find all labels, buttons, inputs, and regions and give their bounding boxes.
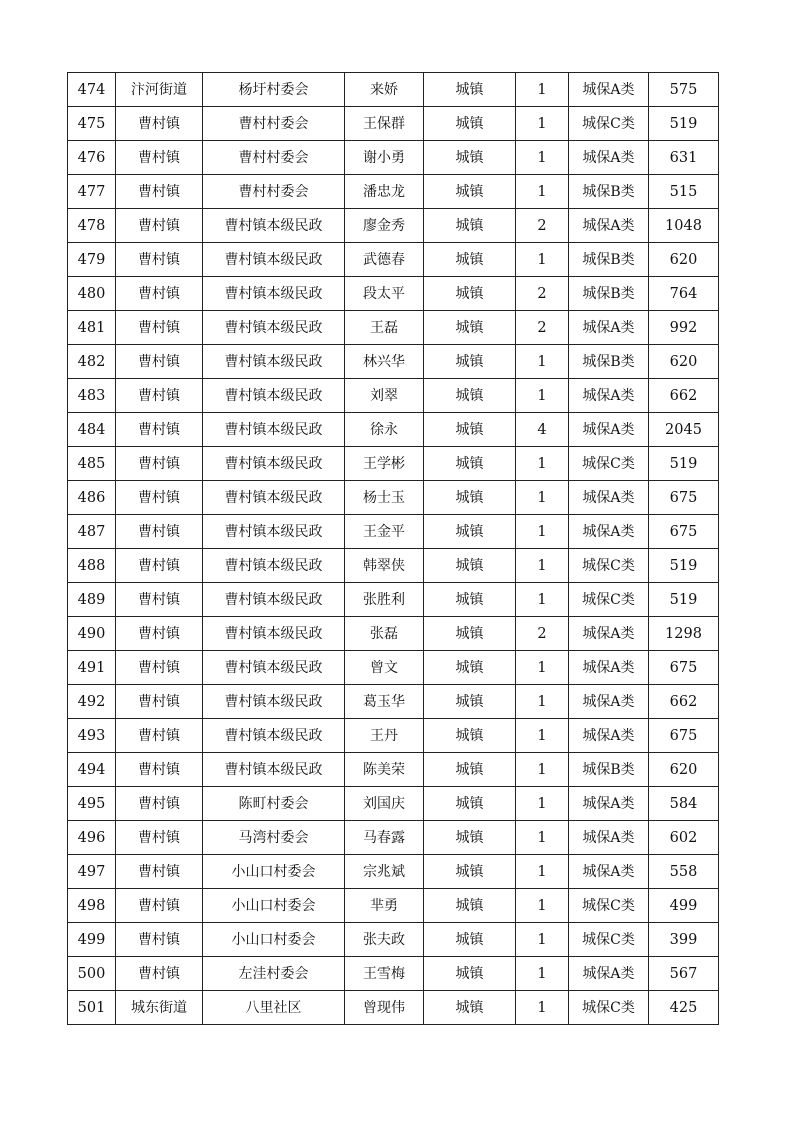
table-row <box>68 787 719 821</box>
benefit-amount: 519 <box>649 447 719 481</box>
area-type: 城镇 <box>424 753 516 787</box>
unit-cell: 曹村镇本级民政 <box>203 753 345 787</box>
recipient-name: 王丹 <box>345 719 424 753</box>
row-number: 475 <box>68 107 116 141</box>
unit-cell: 曹村镇本级民政 <box>203 617 345 651</box>
benefit-amount: 602 <box>649 821 719 855</box>
table-row <box>68 923 719 957</box>
benefit-category: 城保A类 <box>569 787 649 821</box>
benefit-category: 城保C类 <box>569 889 649 923</box>
row-number: 492 <box>68 685 116 719</box>
benefit-category: 城保A类 <box>569 515 649 549</box>
table-row <box>68 617 719 651</box>
benefit-category: 城保A类 <box>569 379 649 413</box>
household-persons: 1 <box>516 583 569 617</box>
unit-cell: 曹村村委会 <box>203 141 345 175</box>
district-cell: 曹村镇 <box>116 549 203 583</box>
district-cell: 曹村镇 <box>116 141 203 175</box>
benefit-amount: 575 <box>649 73 719 107</box>
recipient-name: 陈美荣 <box>345 753 424 787</box>
row-number: 482 <box>68 345 116 379</box>
district-cell: 曹村镇 <box>116 583 203 617</box>
area-type: 城镇 <box>424 73 516 107</box>
table-row <box>68 515 719 549</box>
benefit-amount: 519 <box>649 107 719 141</box>
household-persons: 1 <box>516 515 569 549</box>
benefit-amount: 519 <box>649 583 719 617</box>
benefit-amount: 499 <box>649 889 719 923</box>
unit-cell: 小山口村委会 <box>203 855 345 889</box>
area-type: 城镇 <box>424 515 516 549</box>
benefit-category: 城保A类 <box>569 141 649 175</box>
household-persons: 1 <box>516 923 569 957</box>
unit-cell: 小山口村委会 <box>203 889 345 923</box>
unit-cell: 左洼村委会 <box>203 957 345 991</box>
benefit-amount: 662 <box>649 685 719 719</box>
area-type: 城镇 <box>424 549 516 583</box>
unit-cell: 曹村镇本级民政 <box>203 719 345 753</box>
benefit-category: 城保C类 <box>569 549 649 583</box>
area-type: 城镇 <box>424 889 516 923</box>
recipient-name: 林兴华 <box>345 345 424 379</box>
unit-cell: 曹村村委会 <box>203 175 345 209</box>
benefit-amount: 620 <box>649 345 719 379</box>
area-type: 城镇 <box>424 277 516 311</box>
household-persons: 2 <box>516 209 569 243</box>
table-row <box>68 855 719 889</box>
row-number: 480 <box>68 277 116 311</box>
recipient-name: 王金平 <box>345 515 424 549</box>
benefit-amount: 620 <box>649 243 719 277</box>
district-cell: 曹村镇 <box>116 413 203 447</box>
benefit-category: 城保B类 <box>569 345 649 379</box>
row-number: 498 <box>68 889 116 923</box>
area-type: 城镇 <box>424 719 516 753</box>
benefit-category: 城保C类 <box>569 923 649 957</box>
household-persons: 1 <box>516 821 569 855</box>
row-number: 493 <box>68 719 116 753</box>
area-type: 城镇 <box>424 413 516 447</box>
table-row <box>68 379 719 413</box>
recipient-name: 谢小勇 <box>345 141 424 175</box>
roster-body <box>68 73 719 1025</box>
recipient-name: 刘国庆 <box>345 787 424 821</box>
row-number: 489 <box>68 583 116 617</box>
recipient-name: 曾文 <box>345 651 424 685</box>
unit-cell: 曹村镇本级民政 <box>203 209 345 243</box>
area-type: 城镇 <box>424 957 516 991</box>
area-type: 城镇 <box>424 209 516 243</box>
benefit-amount: 567 <box>649 957 719 991</box>
benefit-category: 城保A类 <box>569 719 649 753</box>
recipient-name: 来娇 <box>345 73 424 107</box>
household-persons: 2 <box>516 311 569 345</box>
household-persons: 1 <box>516 141 569 175</box>
benefit-amount: 675 <box>649 719 719 753</box>
district-cell: 曹村镇 <box>116 787 203 821</box>
benefit-amount: 675 <box>649 515 719 549</box>
table-row <box>68 175 719 209</box>
recipient-name: 王雪梅 <box>345 957 424 991</box>
row-number: 488 <box>68 549 116 583</box>
recipient-name: 芈勇 <box>345 889 424 923</box>
unit-cell: 曹村镇本级民政 <box>203 379 345 413</box>
unit-cell: 杨圩村委会 <box>203 73 345 107</box>
table-row <box>68 277 719 311</box>
benefit-category: 城保B类 <box>569 753 649 787</box>
table-row <box>68 753 719 787</box>
row-number: 484 <box>68 413 116 447</box>
area-type: 城镇 <box>424 141 516 175</box>
row-number: 490 <box>68 617 116 651</box>
recipient-name: 廖金秀 <box>345 209 424 243</box>
unit-cell: 曹村镇本级民政 <box>203 277 345 311</box>
table-row <box>68 73 719 107</box>
household-persons: 1 <box>516 73 569 107</box>
district-cell: 曹村镇 <box>116 481 203 515</box>
district-cell: 城东街道 <box>116 991 203 1025</box>
table-row <box>68 651 719 685</box>
benefit-category: 城保C类 <box>569 447 649 481</box>
benefit-category: 城保C类 <box>569 583 649 617</box>
row-number: 497 <box>68 855 116 889</box>
subsidy-roster-table <box>67 72 719 1025</box>
row-number: 501 <box>68 991 116 1025</box>
area-type: 城镇 <box>424 481 516 515</box>
row-number: 476 <box>68 141 116 175</box>
district-cell: 曹村镇 <box>116 889 203 923</box>
benefit-category: 城保A类 <box>569 413 649 447</box>
benefit-category: 城保A类 <box>569 311 649 345</box>
benefit-amount: 515 <box>649 175 719 209</box>
district-cell: 曹村镇 <box>116 821 203 855</box>
unit-cell: 曹村镇本级民政 <box>203 685 345 719</box>
benefit-category: 城保C类 <box>569 107 649 141</box>
benefit-category: 城保A类 <box>569 481 649 515</box>
table-row <box>68 243 719 277</box>
household-persons: 4 <box>516 413 569 447</box>
unit-cell: 马湾村委会 <box>203 821 345 855</box>
district-cell: 汴河街道 <box>116 73 203 107</box>
row-number: 499 <box>68 923 116 957</box>
household-persons: 2 <box>516 617 569 651</box>
recipient-name: 王学彬 <box>345 447 424 481</box>
row-number: 483 <box>68 379 116 413</box>
recipient-name: 张磊 <box>345 617 424 651</box>
household-persons: 1 <box>516 379 569 413</box>
row-number: 486 <box>68 481 116 515</box>
household-persons: 1 <box>516 651 569 685</box>
household-persons: 1 <box>516 685 569 719</box>
benefit-category: 城保A类 <box>569 617 649 651</box>
row-number: 500 <box>68 957 116 991</box>
unit-cell: 八里社区 <box>203 991 345 1025</box>
area-type: 城镇 <box>424 175 516 209</box>
recipient-name: 马春露 <box>345 821 424 855</box>
benefit-category: 城保A类 <box>569 73 649 107</box>
row-number: 485 <box>68 447 116 481</box>
table-row <box>68 583 719 617</box>
area-type: 城镇 <box>424 821 516 855</box>
recipient-name: 葛玉华 <box>345 685 424 719</box>
unit-cell: 曹村镇本级民政 <box>203 549 345 583</box>
district-cell: 曹村镇 <box>116 753 203 787</box>
recipient-name: 王保群 <box>345 107 424 141</box>
district-cell: 曹村镇 <box>116 957 203 991</box>
household-persons: 1 <box>516 889 569 923</box>
unit-cell: 曹村镇本级民政 <box>203 651 345 685</box>
household-persons: 1 <box>516 957 569 991</box>
unit-cell: 曹村镇本级民政 <box>203 345 345 379</box>
recipient-name: 张夫政 <box>345 923 424 957</box>
row-number: 474 <box>68 73 116 107</box>
table-row <box>68 991 719 1025</box>
unit-cell: 小山口村委会 <box>203 923 345 957</box>
benefit-category: 城保A类 <box>569 957 649 991</box>
area-type: 城镇 <box>424 447 516 481</box>
benefit-amount: 992 <box>649 311 719 345</box>
benefit-amount: 675 <box>649 481 719 515</box>
unit-cell: 曹村镇本级民政 <box>203 481 345 515</box>
area-type: 城镇 <box>424 617 516 651</box>
district-cell: 曹村镇 <box>116 345 203 379</box>
benefit-category: 城保A类 <box>569 855 649 889</box>
row-number: 495 <box>68 787 116 821</box>
recipient-name: 宗兆斌 <box>345 855 424 889</box>
benefit-category: 城保B类 <box>569 243 649 277</box>
district-cell: 曹村镇 <box>116 855 203 889</box>
district-cell: 曹村镇 <box>116 175 203 209</box>
benefit-amount: 662 <box>649 379 719 413</box>
table-row <box>68 685 719 719</box>
row-number: 494 <box>68 753 116 787</box>
recipient-name: 段太平 <box>345 277 424 311</box>
row-number: 478 <box>68 209 116 243</box>
table-row <box>68 345 719 379</box>
row-number: 479 <box>68 243 116 277</box>
table-row <box>68 413 719 447</box>
benefit-category: 城保B类 <box>569 277 649 311</box>
benefit-amount: 519 <box>649 549 719 583</box>
district-cell: 曹村镇 <box>116 685 203 719</box>
household-persons: 1 <box>516 243 569 277</box>
area-type: 城镇 <box>424 107 516 141</box>
benefit-amount: 631 <box>649 141 719 175</box>
table-row <box>68 889 719 923</box>
household-persons: 1 <box>516 175 569 209</box>
table-row <box>68 481 719 515</box>
benefit-category: 城保A类 <box>569 209 649 243</box>
household-persons: 1 <box>516 753 569 787</box>
household-persons: 1 <box>516 107 569 141</box>
area-type: 城镇 <box>424 379 516 413</box>
recipient-name: 刘翠 <box>345 379 424 413</box>
area-type: 城镇 <box>424 243 516 277</box>
district-cell: 曹村镇 <box>116 209 203 243</box>
area-type: 城镇 <box>424 651 516 685</box>
district-cell: 曹村镇 <box>116 277 203 311</box>
district-cell: 曹村镇 <box>116 311 203 345</box>
recipient-name: 潘忠龙 <box>345 175 424 209</box>
unit-cell: 曹村镇本级民政 <box>203 413 345 447</box>
table-row <box>68 549 719 583</box>
recipient-name: 曾现伟 <box>345 991 424 1025</box>
household-persons: 1 <box>516 345 569 379</box>
recipient-name: 韩翠侠 <box>345 549 424 583</box>
row-number: 491 <box>68 651 116 685</box>
benefit-category: 城保A类 <box>569 651 649 685</box>
table-row <box>68 821 719 855</box>
benefit-amount: 764 <box>649 277 719 311</box>
benefit-category: 城保A类 <box>569 821 649 855</box>
benefit-amount: 1048 <box>649 209 719 243</box>
benefit-amount: 425 <box>649 991 719 1025</box>
recipient-name: 张胜利 <box>345 583 424 617</box>
table-row <box>68 719 719 753</box>
unit-cell: 陈町村委会 <box>203 787 345 821</box>
district-cell: 曹村镇 <box>116 719 203 753</box>
benefit-amount: 675 <box>649 651 719 685</box>
table-row <box>68 447 719 481</box>
district-cell: 曹村镇 <box>116 617 203 651</box>
benefit-amount: 1298 <box>649 617 719 651</box>
household-persons: 2 <box>516 277 569 311</box>
benefit-amount: 2045 <box>649 413 719 447</box>
row-number: 496 <box>68 821 116 855</box>
household-persons: 1 <box>516 481 569 515</box>
recipient-name: 王磊 <box>345 311 424 345</box>
benefit-amount: 584 <box>649 787 719 821</box>
district-cell: 曹村镇 <box>116 447 203 481</box>
row-number: 487 <box>68 515 116 549</box>
unit-cell: 曹村镇本级民政 <box>203 515 345 549</box>
row-number: 477 <box>68 175 116 209</box>
household-persons: 1 <box>516 787 569 821</box>
district-cell: 曹村镇 <box>116 107 203 141</box>
area-type: 城镇 <box>424 991 516 1025</box>
unit-cell: 曹村镇本级民政 <box>203 447 345 481</box>
benefit-amount: 558 <box>649 855 719 889</box>
table-row <box>68 957 719 991</box>
benefit-amount: 620 <box>649 753 719 787</box>
district-cell: 曹村镇 <box>116 515 203 549</box>
benefit-category: 城保A类 <box>569 685 649 719</box>
district-cell: 曹村镇 <box>116 243 203 277</box>
recipient-name: 杨士玉 <box>345 481 424 515</box>
household-persons: 1 <box>516 719 569 753</box>
area-type: 城镇 <box>424 685 516 719</box>
household-persons: 1 <box>516 447 569 481</box>
recipient-name: 徐永 <box>345 413 424 447</box>
area-type: 城镇 <box>424 583 516 617</box>
area-type: 城镇 <box>424 855 516 889</box>
household-persons: 1 <box>516 991 569 1025</box>
unit-cell: 曹村镇本级民政 <box>203 311 345 345</box>
area-type: 城镇 <box>424 923 516 957</box>
unit-cell: 曹村镇本级民政 <box>203 583 345 617</box>
area-type: 城镇 <box>424 345 516 379</box>
benefit-category: 城保C类 <box>569 991 649 1025</box>
unit-cell: 曹村镇本级民政 <box>203 243 345 277</box>
household-persons: 1 <box>516 549 569 583</box>
recipient-name: 武德春 <box>345 243 424 277</box>
table-row <box>68 107 719 141</box>
benefit-amount: 399 <box>649 923 719 957</box>
benefit-category: 城保B类 <box>569 175 649 209</box>
district-cell: 曹村镇 <box>116 923 203 957</box>
unit-cell: 曹村村委会 <box>203 107 345 141</box>
table-row <box>68 141 719 175</box>
area-type: 城镇 <box>424 311 516 345</box>
row-number: 481 <box>68 311 116 345</box>
table-row <box>68 209 719 243</box>
area-type: 城镇 <box>424 787 516 821</box>
table-row <box>68 311 719 345</box>
district-cell: 曹村镇 <box>116 651 203 685</box>
district-cell: 曹村镇 <box>116 379 203 413</box>
household-persons: 1 <box>516 855 569 889</box>
